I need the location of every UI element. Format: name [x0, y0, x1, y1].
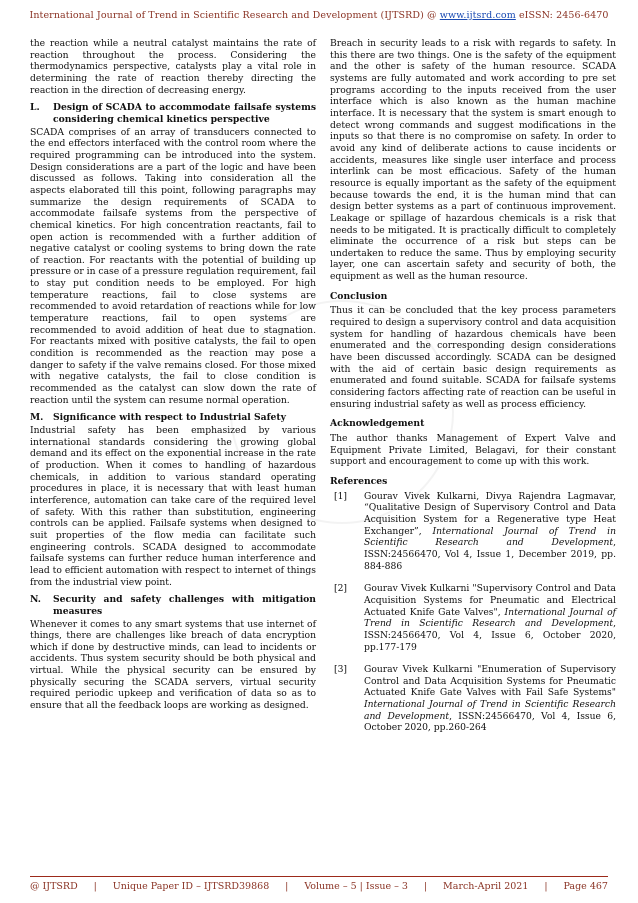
- section-l-body: SCADA comprises of an array of transducers connected to the end effectors interfaced with the control room where the required programming can be introduced into the system. Design considerations are a part of the logic and have been discussed as follows. Taking into consideration all the aspects elaborated till this point, following paragraphs may summarize the design requirements of SCADA to accommodate failsafe systems from the perspective of chemical kinetics. For high concentration reactants, fail to open action is recommended with a further addition of negative catalyst or cooling systems to bring down the rate of reaction. For reactants with the potential of building up pressure or in case of a pressure regulation requirement, fail to stay put condition needs to be employed. For high temperature reactions, fail to close systems are recommended to avoid retardation of reactions while for low temperature reactions, fail to open systems are recommended to avoid addition of heat due to stagnation. For reactants mixed with positive catalysts, the fail to open condition is recommended as the reaction may pose a danger to safety if the valve remains closed. For those mixed with negative catalysts, the fail to close condition is recommended as the catalyst can slow down the rate of reaction until the system can resume normal operation.: [30, 126, 316, 406]
- section-number: L.: [30, 102, 40, 114]
- footer-volume: Volume – 5 | Issue – 3: [304, 881, 408, 892]
- footer-separator: |: [93, 881, 97, 892]
- journal-header: [0, 10, 638, 21]
- reference-text: [364, 664, 616, 734]
- footer-site: @ IJTSRD: [30, 881, 78, 892]
- reference-item: [330, 491, 616, 573]
- acknowledgement-body: The author thanks Management of Expert Valve and Equipment Private Limited, Belagavi, for their constant support and encouragement to come up with this work.: [330, 433, 616, 468]
- reference-authors-title: Gourav Vivek Kulkarni "Supervisory Control and Data Acquisition Systems for Pneumatic and Electrical Actuated Knife Gate Valves",: [364, 583, 616, 618]
- reference-number: [1]: [334, 490, 348, 502]
- reference-authors-title: Gourav Vivek Kulkarni, Divya Rajendra Lagmavar, “Qualitative Design of Supervisory Control and Data Acquisition System for a Regenerative type Heat Exchanger”,: [364, 490, 616, 537]
- section-n-body: Whenever it comes to any smart systems that use internet of things, there are challenges like breach of data encryption which if done by destructive minds, can lead to incidents or accidents. Thus system security should be both physical and virtual. While the physical security can be ensured by physically securing the SCADA servers, virtual security required periodic upkeep and verification of data so as to ensure that all the feedback loops are working as designed.: [30, 618, 316, 712]
- section-number: M.: [30, 412, 44, 424]
- footer-separator: |: [544, 881, 548, 892]
- left-column: [30, 38, 316, 716]
- reference-details: , ISSN:24566470, Vol 4, Issue 6, October 2020, pp.260-264: [364, 710, 616, 734]
- reference-item: [330, 583, 616, 653]
- conclusion-body: Thus it can be concluded that the key process parameters required to design a supervisory control and data acquisition system for handling of hazardous chemicals have been enumerated and the corresponding design considerations have been discussed accordingly. SCADA can be designed with the aid of certain basic design requirements as enumerated and found suitable. SCADA for failsafe systems considering factors affecting rate of reaction can be useful in ensuring industrial safety as well as process efficiency.: [330, 305, 616, 410]
- section-number: N.: [30, 594, 42, 606]
- section-title: Security and safety challenges with mitigation measures: [53, 594, 316, 617]
- references-heading: References: [330, 475, 388, 487]
- section-n-heading: [30, 594, 316, 617]
- footer-divider: [30, 876, 608, 877]
- reference-number: [3]: [334, 664, 348, 676]
- intro-paragraph: the reaction while a neutral catalyst maintains the rate of reaction throughout the process. Considering the thermodynamics perspective, catalysts play a vital role in determining the rate of reaction thereby directing the reaction in the direction of decreasing energy.: [30, 38, 316, 96]
- reference-details: , ISSN:24566470, Vol 4, Issue 6, October 2020, pp.177-179: [364, 618, 616, 653]
- journal-url-link[interactable]: www.ijtsrd.com: [439, 10, 516, 21]
- reference-text: [364, 491, 616, 573]
- footer-paper-id: Unique Paper ID – IJTSRD39868: [112, 881, 270, 892]
- section-title: Design of SCADA to accommodate failsafe systems considering chemical kinetics perspective: [53, 102, 316, 125]
- reference-journal: International Journal of Trend in Scientific Research and Development: [364, 525, 616, 549]
- section-l-heading: [30, 102, 316, 125]
- footer-separator: |: [423, 881, 428, 892]
- section-title: Significance with respect to Industrial Safety: [53, 412, 286, 424]
- section-m-heading: [30, 412, 316, 424]
- acknowledgement-heading: Acknowledgement: [330, 418, 425, 430]
- journal-title: International Journal of Trend in Scientific Research and Development (IJTSRD) @: [29, 10, 440, 21]
- reference-details: , ISSN:24566470, Vol 4, Issue 1, December 2019, pp. 884-886: [364, 537, 616, 572]
- journal-issn: eISSN: 2456-6470: [515, 10, 609, 21]
- reference-authors-title: Gourav Vivek Kulkarni "Enumeration of Supervisory Control and Data Acquisition Systems for Pneumatic Actuated Knife Gate Valves with Fail Safe Systems": [364, 664, 616, 699]
- reference-item: [330, 664, 616, 734]
- footer-page-number: Page 467: [563, 881, 608, 892]
- page-footer: [30, 881, 608, 892]
- section-m-body: Industrial safety has been emphasized by various international standards considering the growing global demand and its effect on the exponential increase in the rate of production. When it comes to handling of hazardous chemicals, in addition to various standard operating procedures in place, it is necessary that with least human interference, automation can take care of the required level of safety. With this rather than substitution, engineering controls can be applied. Failsafe systems when designed to suit properties of the flow media can facilitate such engineering controls. SCADA designed to accommodate failsafe systems can further reduce human interference and lead to efficient automation with respect to internet of things from the industrial view point.: [30, 425, 316, 588]
- reference-number: [2]: [334, 583, 348, 595]
- right-column: [330, 38, 616, 745]
- conclusion-heading: Conclusion: [330, 290, 388, 302]
- reference-text: [364, 583, 616, 653]
- reference-list: [330, 491, 616, 734]
- footer-separator: |: [285, 881, 289, 892]
- footer-date: March-April 2021: [443, 881, 529, 892]
- reference-journal: International Journal of Trend in Scientific Research and Development: [364, 699, 616, 722]
- continuation-paragraph: Breach in security leads to a risk with regards to safety. In this there are two things. One is the safety of the equipment and the other is safety of the human resource. SCADA systems are fully automated and work according to pre set programs according to the inputs received from the user interface which is also known as the human machine interface. It is necessary that the system is smart enough to detect wrong commands and suggest modifications in the inputs so that there is no compromise on safety. In order to avoid any kind of deliberate actions to cause incidents or accidents, measures like single user interface and process interlink can be most efficacious. Safety of the human resource is equally important as the safety of the equipment because towards the end, it is the human mind that can design better systems as a part of continuous improvement. Leakage or spillage of hazardous chemicals is a risk that needs to be mitigated. It is practically difficult to completely eliminate the occurrence of a risk but steps can be undertaken to reduce the same. Thus by employing security layer, one can ascertain safety and security of both, the equipment as well as the human resource.: [330, 38, 616, 283]
- reference-journal: International Journal of Trend in Scientific Research and Development: [364, 606, 616, 630]
